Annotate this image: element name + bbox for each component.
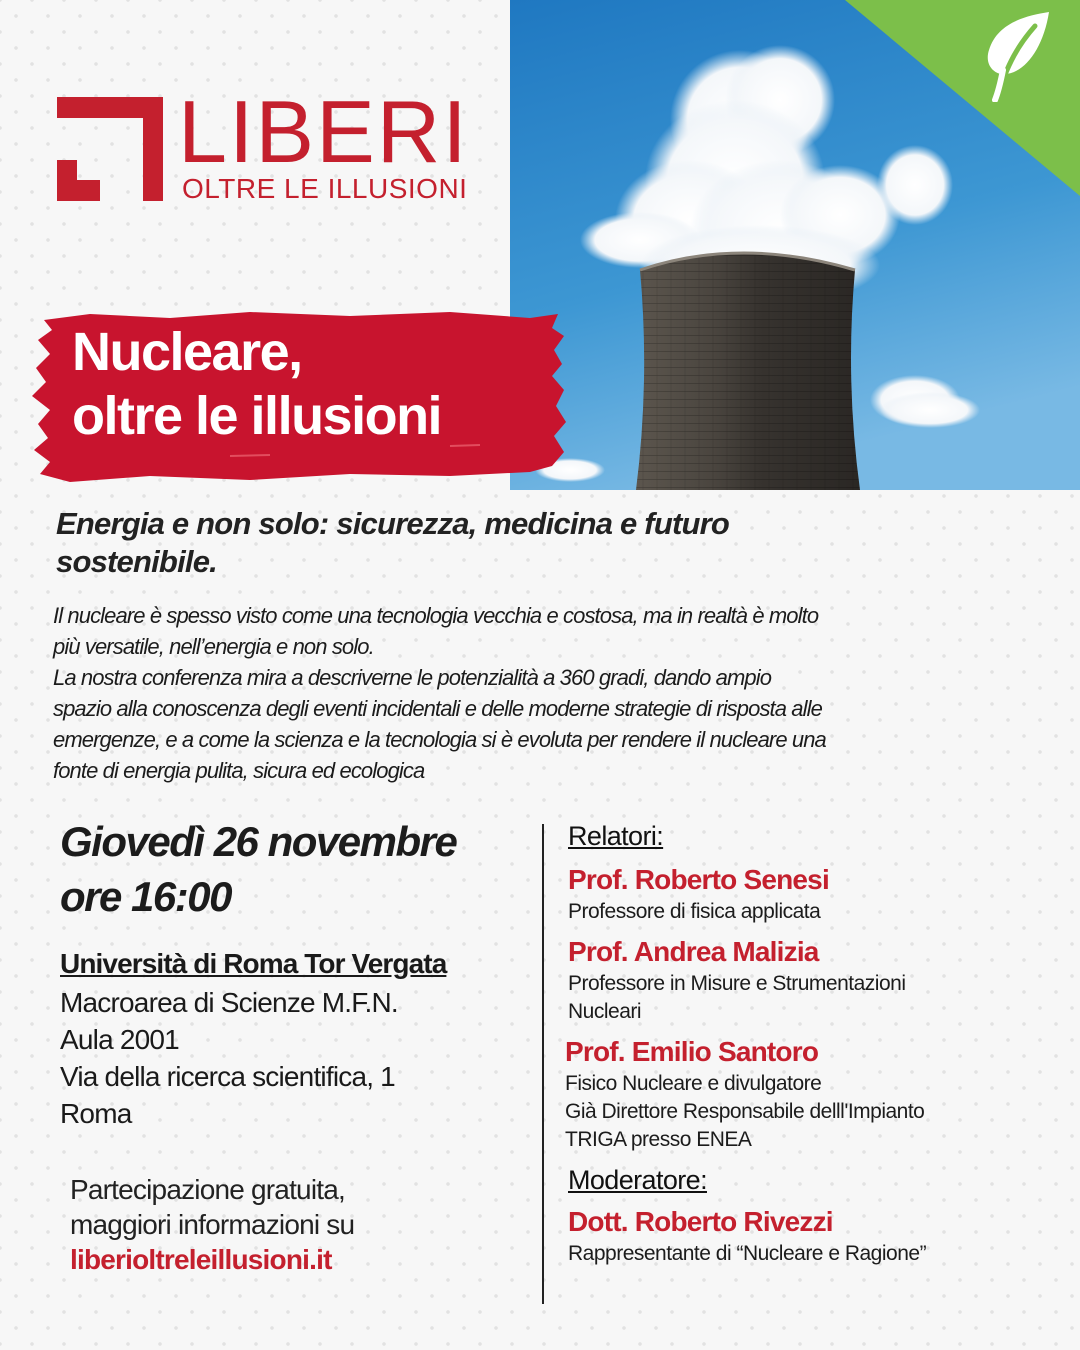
liberi-logo-mark-icon <box>57 97 163 201</box>
speaker-role: Professore di fisica applicata <box>568 900 821 923</box>
description-line: La nostra conferenza mira a descriverne le potenzialità a 360 gradi, dando ampio <box>53 665 772 690</box>
venue-block <box>60 944 530 1132</box>
moderator-name: Dott. Roberto Rivezzi <box>568 1206 833 1237</box>
speaker-name: Prof. Andrea Malizia <box>568 936 819 967</box>
moderator-role: Rappresentante di “Nucleare e Ragione” <box>568 1242 927 1265</box>
description-line: emergenze, e a come la scienza e la tecnologia si è evoluta per rendere il nucleare una <box>53 727 826 752</box>
logo-wordmark: LIBERI <box>178 82 469 181</box>
website-link[interactable]: liberioltreleillusioni.it <box>70 1244 332 1275</box>
venue-line: Aula 2001 <box>60 1024 179 1055</box>
subtitle-line-2: sostenibile. <box>56 544 217 579</box>
column-divider <box>542 824 544 1304</box>
speaker-role: Nucleari <box>568 1000 642 1023</box>
venue-line: Roma <box>60 1098 132 1129</box>
venue-line: Macroarea di Scienze M.F.N. <box>60 987 398 1018</box>
description-line: più versatile, nell’energia e non solo. <box>53 634 374 659</box>
speaker-role: Già Direttore Responsabile delll'Impianto <box>565 1100 925 1123</box>
speakers-heading: Relatori: <box>568 821 664 851</box>
headline-banner <box>30 306 570 496</box>
speaker-name: Prof. Roberto Senesi <box>568 864 829 895</box>
venue-line: Via della ricerca scientifica, 1 <box>60 1061 395 1092</box>
leaf-icon <box>983 10 1055 102</box>
headline-line-2: oltre le illusioni <box>72 386 442 446</box>
event-time: ore 16:00 <box>60 873 231 920</box>
subtitle <box>56 505 956 581</box>
headline-line-1: Nucleare, <box>72 322 302 382</box>
event-description <box>53 600 1053 786</box>
speaker-role: Fisico Nucleare e divulgatore <box>565 1072 822 1095</box>
info-line: Partecipazione gratuita, <box>70 1174 345 1205</box>
event-date: Giovedì 26 novembre <box>60 818 457 865</box>
description-line: Il nucleare è spesso visto come una tecnologia vecchia e costosa, ma in realtà è molto <box>53 603 819 628</box>
description-line: spazio alla conoscenza degli eventi incidentali e delle moderne strategie di risposta alle <box>53 696 822 721</box>
logo-tagline: OLTRE LE ILLUSIONI <box>182 173 468 204</box>
speaker-role: Professore in Misure e Strumentazioni <box>568 972 906 995</box>
speaker-role: TRIGA presso ENEA <box>565 1128 752 1151</box>
speaker-name: Prof. Emilio Santoro <box>565 1036 819 1067</box>
subtitle-line-1: Energia e non solo: sicurezza, medicina e futuro <box>56 506 730 541</box>
event-datetime <box>60 814 456 924</box>
info-line: maggiori informazioni su <box>70 1209 355 1240</box>
participation-info <box>70 1172 530 1278</box>
speakers-block <box>565 818 1058 1268</box>
venue-name: Università di Roma Tor Vergata <box>60 948 447 979</box>
moderator-heading: Moderatore: <box>568 1165 707 1195</box>
description-line: fonte di energia pulita, sicura ed ecologica <box>53 758 425 783</box>
